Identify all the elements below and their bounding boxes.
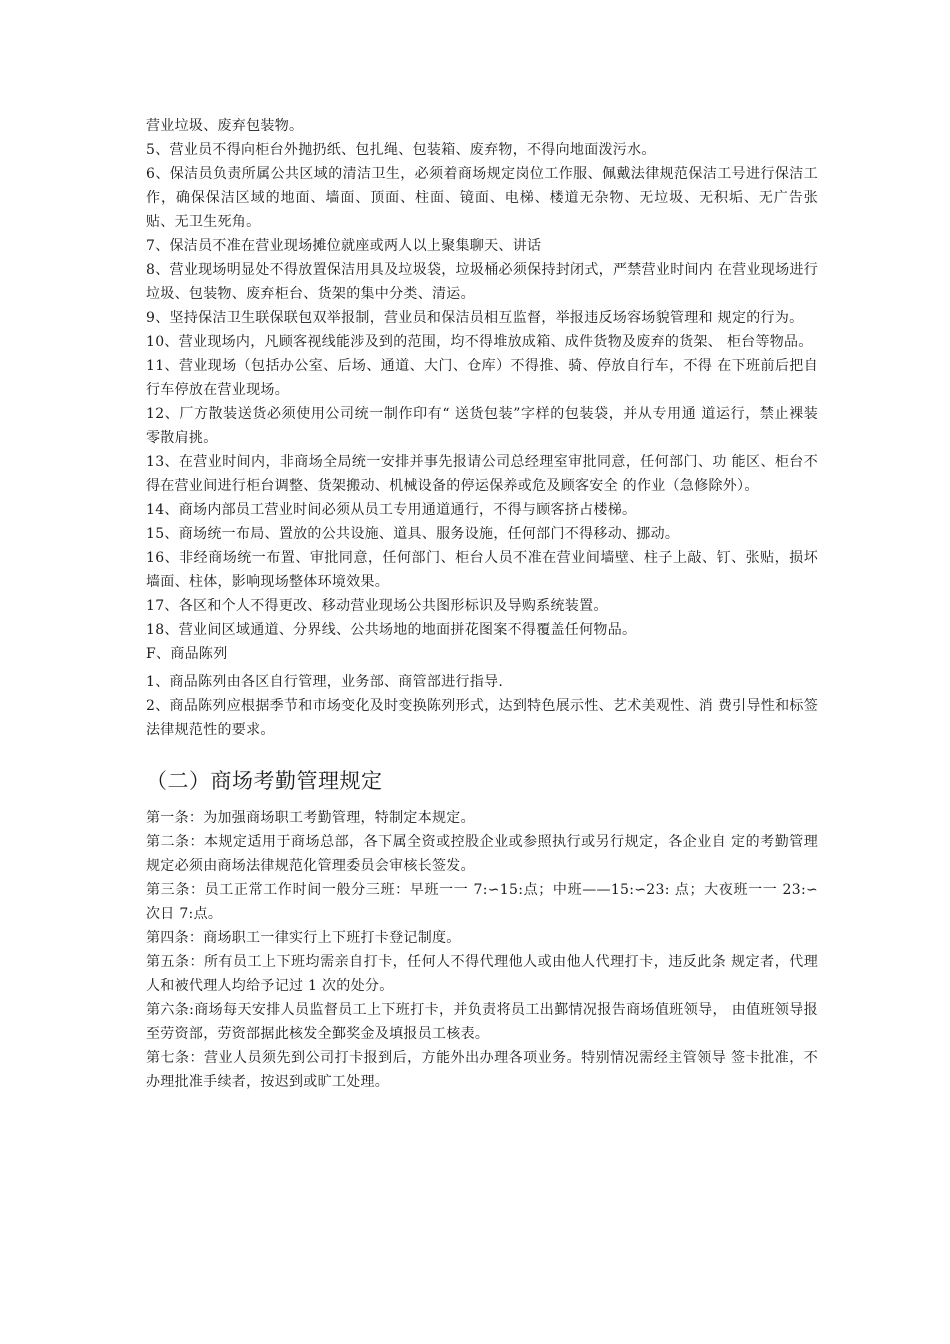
paragraph: 8、营业现场明显处不得放置保洁用具及垃圾袋，垃圾桶必须保持封闭式，严禁营业时间内 在营业现场进行垃圾、包装物、废弃柜台、货架的集中分类、清运。	[146, 262, 818, 302]
article: 第五条：所有员工上下班均需亲自打卡，任何人不得代理他人或由他人代理打卡，违反此条 规定者，代理人和被代理人均给予记过 1 次的处分。	[146, 954, 818, 994]
paragraph: 18、营业间区域通道、分界线、公共场地的地面拼花图案不得覆盖任何物品。	[146, 622, 637, 638]
article: 第四条：商场职工一律实行上下班打卡登记制度。	[146, 930, 461, 946]
paragraph: 11、营业现场（包括办公室、后场、通道、大门、仓库）不得推、骑、停放自行车，不得 在下班前后把自行车停放在营业现场。	[146, 358, 818, 398]
paragraph: 17、各区和个人不得更改、移动营业现场公共图形标识及导购系统装置。	[146, 598, 608, 614]
paragraph: 10、营业现场内，凡顾客视线能涉及到的范围，均不得堆放成箱、成件货物及废弃的货架、 柜台等物品。	[146, 334, 813, 350]
subsection-title: F、商品陈列	[146, 646, 228, 662]
paragraph: 15、商场统一布局、置放的公共设施、道具、服务设施，任何部门不得移动、挪动。	[146, 526, 680, 542]
paragraph: 13、在营业时间内，非商场全局统一安排并事先报请公司总经理室审批同意，任何部门、功 能区、柜台不得在营业间进行柜台调整、货架搬动、机械设备的停运保养或危及顾客安全 的作业（急修除外）。	[146, 454, 818, 494]
paragraph: 12、厂方散装送货必须使用公司统一制作印有“ 送货包装”字样的包装袋，并从专用通 道运行，禁止裸装零散肩挑。	[146, 406, 818, 446]
article: 第六条:商场每天安排人员监督员工上下班打卡，并负责将员工出鄞情况报告商场值班领导， 由值班领导报至劳资部，劳资部据此核发全鄞奖金及填报员工核表。	[146, 1002, 818, 1042]
paragraph: 16、非经商场统一布置、审批同意，任何部门、柜台人员不准在营业间墙壁、柱子上敲、钉、张贴，损坏墙面、柱体，影响现场整体环境效果。	[146, 550, 818, 590]
article: 第一条：为加强商场职工考勤管理，特制定本规定。	[146, 810, 475, 826]
paragraph: 7、保洁员不准在营业现场摊位就座或两人以上聚集聊天、讲话	[146, 238, 542, 254]
article: 第三条：员工正常工作时间一般分三班：早班一一 7:∽15:点；中班——15:∽23: 点；大夜班一一 23:∽次日 7:点。	[146, 882, 818, 922]
paragraph: 14、商场内部员工营业时间必须从员工专用通道通行，不得与顾客挤占楼梯。	[146, 502, 637, 518]
paragraph: 2、商品陈列应根据季节和市场变化及时变换陈列形式，达到特色展示性、艺术美观性、消 费引导性和标签法律规范性的要求。	[146, 698, 818, 738]
paragraph: 9、坚持保洁卫生联保联包双举报制，营业员和保洁员相互监督，举报违反场容场貌管理和 规定的行为。	[146, 310, 804, 326]
section-heading: （二）商场考勤管理规定	[146, 769, 383, 793]
article: 第七条：营业人员须先到公司打卡报到后，方能外出办理各项业务。特别情况需经主管领导 签卡批准，不办理批准手续者，按迟到或旷工处理。	[146, 1050, 818, 1090]
paragraph: 1、商品陈列由各区自行管理，业务部、商管部进行指导.	[146, 674, 504, 690]
paragraph: 6、保洁员负责所属公共区域的清洁卫生，必须着商场规定岗位工作服、佩戴法律规范保洁工号进行保洁工作，确保保洁区域的地面、墙面、顶面、柱面、镜面、电梯、楼道无杂物、无垃圾、无积垢、无广告张贴、无卫生死角。	[146, 166, 818, 230]
article: 第二条：本规定适用于商场总部，各下属全资或控股企业或参照执行或另行规定，各企业自 定的考勤管理规定必须由商场法律规范化管理委员会审核长签发。	[146, 834, 818, 874]
document-body	[146, 114, 818, 1094]
paragraph: 5、营业员不得向柜台外抛扔纸、包扎绳、包装箱、废弃物，不得向地面泼污水。	[146, 142, 656, 158]
paragraph: 营业垃圾、废弃包装物。	[146, 118, 304, 134]
